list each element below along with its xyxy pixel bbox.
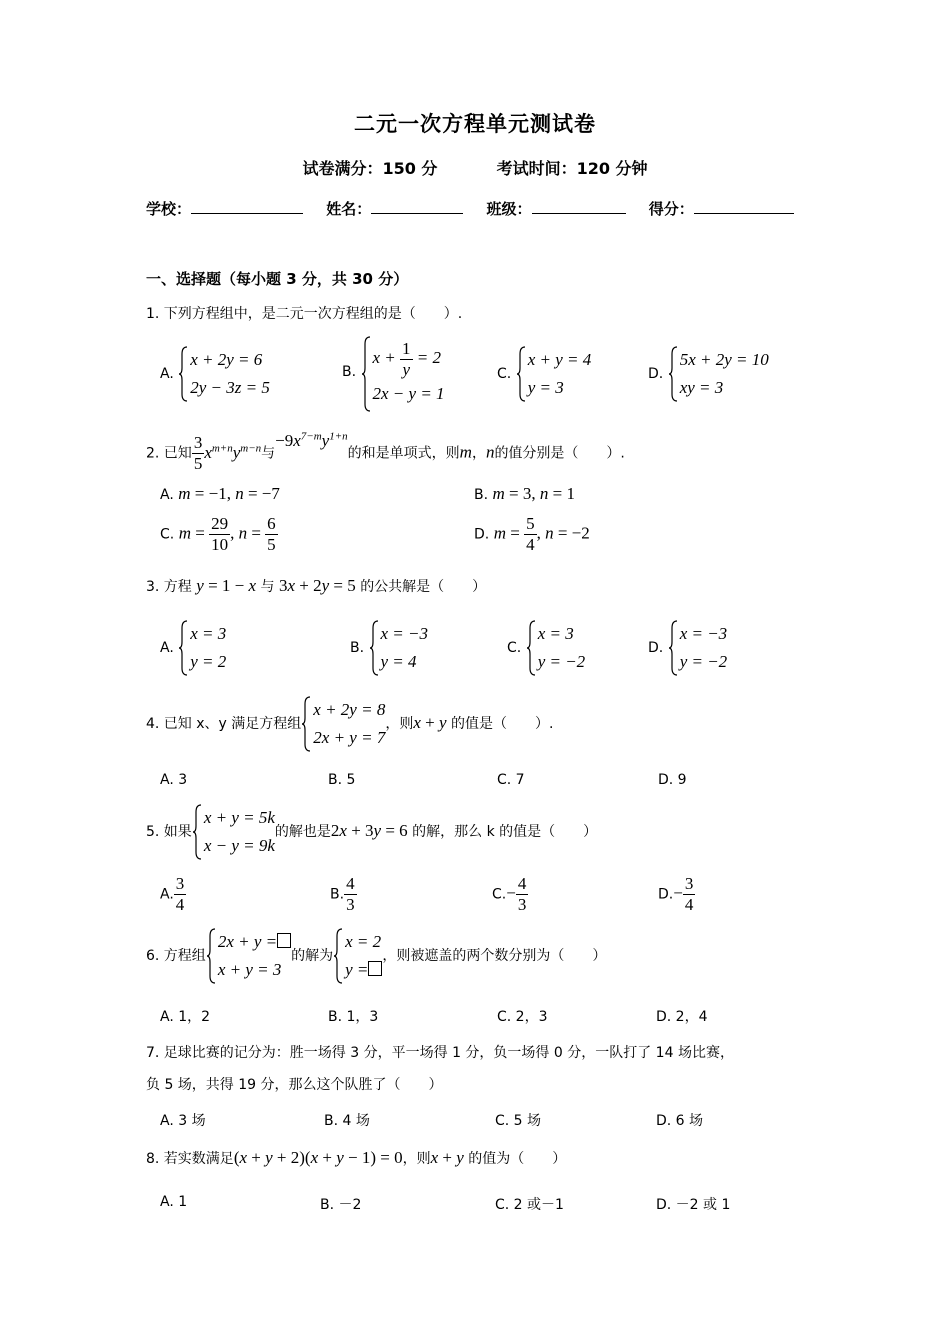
brace-icon (301, 696, 311, 752)
stem-text: 的值是（ ）. (450, 716, 554, 732)
q8-option-d[interactable]: D. －2 或 1 (656, 1197, 731, 1213)
q7-option-d[interactable]: D. 6 场 (656, 1113, 704, 1129)
q6-option-b[interactable]: B. 1，3 (328, 1009, 379, 1025)
class-field[interactable] (532, 199, 626, 214)
question-2-stem: 2. 已知 $\frac{3}{5}$ $x^{m+n}y^{m-n}$与$-9x^{7-m}y^{1+n}$的和是单项式，则m，n的值分别是（ ）. (146, 430, 625, 474)
section-title: 一、选择题（每小题 3 分，共 30 分） (146, 270, 409, 288)
question-7-line-1: 7. 足球比赛的记分为：胜一场得 3 分，平一场得 1 分，负一场得 0 分，一队打了 14 场比赛， (146, 1045, 734, 1061)
name-field[interactable] (371, 199, 463, 214)
stem-text: 的公共解是（ ） (360, 579, 487, 595)
option-label: B. (330, 886, 345, 903)
brace-icon (361, 336, 371, 412)
q8-option-b[interactable]: B. －2 (320, 1197, 362, 1213)
q2-option-c[interactable]: C. m = $\frac{29}{10}$ , n = $\frac{6}{5}$ (160, 514, 276, 554)
question-1-stem: 1. 下列方程组中，是二元一次方程组的是（ ）. (146, 306, 463, 322)
school-label: 学校： (146, 200, 192, 218)
q5-option-d[interactable]: D.− $\frac{3}{4}$ (658, 874, 694, 914)
q7-option-b[interactable]: B. 4 场 (324, 1113, 370, 1129)
q2-option-a[interactable]: A. m = −1, n = −7 (160, 484, 280, 503)
option-label: C. (160, 526, 175, 543)
option-label: D. (658, 886, 674, 903)
brace-icon (516, 346, 526, 402)
score-label: 得分： (648, 200, 694, 218)
stem-text: 3. 方程 (146, 579, 192, 595)
q3-option-a[interactable] (160, 620, 226, 676)
option-label: C. (492, 886, 507, 903)
hidden-box-icon (368, 961, 382, 976)
question-7-line-2: 负 5 场，共得 19 分，那么这个队胜了（ ） (146, 1077, 443, 1093)
stem-text: ，则 (402, 1151, 431, 1167)
solution-system: x = 2 y = (333, 928, 382, 984)
option-label: A. (160, 487, 174, 503)
q7-option-c[interactable]: C. 5 场 (495, 1113, 542, 1129)
equation-system: x + y = 4 y = 3 (516, 346, 592, 402)
equation-system: x = −3 y = −2 (668, 620, 728, 676)
option-label: A. (160, 886, 174, 903)
q6-option-d[interactable]: D. 2，4 (656, 1009, 708, 1025)
stem-text: 6. 方程组 (146, 948, 206, 964)
stem-text: 5. 如果 (146, 824, 192, 840)
equation-system: 2x + y = x + y = 3 (206, 928, 291, 984)
question-5-stem: 5. 如果 x + y = 5k x − y = 9k 的解也是2x + 3y = 6 的解，那么 k 的值是（ ） (146, 804, 597, 860)
q4-option-c[interactable]: C. 7 (497, 772, 525, 788)
stem-text: 的值分别是（ ）. (494, 445, 625, 462)
page-title: 二元一次方程单元测试卷 (354, 112, 596, 136)
stem-text: ， (471, 445, 486, 462)
stem-text: 的解也是 (274, 824, 331, 840)
q3-option-c[interactable] (507, 620, 585, 676)
equation-system: 5x + 2y = 10 xy = 3 (668, 346, 769, 402)
option-label: A. (160, 640, 174, 656)
brace-icon (668, 620, 678, 676)
q6-option-c[interactable]: C. 2，3 (497, 1009, 548, 1025)
q4-option-a[interactable]: A. 3 (160, 772, 188, 788)
exam-time: 考试时间：120 分钟 (496, 159, 648, 178)
school-field[interactable] (191, 199, 303, 214)
stem-text: ，则 (385, 716, 414, 732)
q3-option-d[interactable] (648, 620, 727, 676)
stem-text: ，则被遮盖的两个数分别为（ ） (382, 948, 607, 964)
option-label: B. (342, 364, 357, 380)
name-label: 姓名： (326, 200, 372, 218)
brace-icon (333, 928, 343, 984)
brace-icon (206, 928, 216, 984)
brace-icon (192, 804, 202, 860)
q1-option-d[interactable] (648, 346, 769, 402)
option-label: C. (497, 366, 512, 382)
q2-option-d[interactable]: D. m = $\frac{5}{4}$ , n = −2 (474, 514, 590, 554)
question-8-stem: 8. 若实数满足(x + y + 2)(x + y − 1) = 0，则x + y 的值为（ ） (146, 1148, 567, 1167)
equation-system: x + y = 5k x − y = 9k (192, 804, 275, 860)
brace-icon (369, 620, 379, 676)
q8-option-c[interactable]: C. 2 或－1 (495, 1197, 564, 1213)
option-label: D. (648, 366, 664, 382)
equation-system: x = 3 y = −2 (526, 620, 586, 676)
q4-option-d[interactable]: D. 9 (658, 772, 687, 788)
equation-system: x + 2y = 6 2y − 3z = 5 (178, 346, 270, 402)
q5-option-a[interactable]: A. $\frac{3}{4}$ (160, 874, 185, 914)
option-label: B. (474, 487, 489, 503)
option-label: C. (507, 640, 522, 656)
student-info-row (146, 198, 794, 219)
stem-text: 与 (261, 445, 276, 462)
brace-icon (668, 346, 678, 402)
brace-icon (178, 620, 188, 676)
equation-system: x = −3 y = 4 (369, 620, 429, 676)
q3-option-b[interactable] (350, 620, 428, 676)
option-label: A. (160, 366, 174, 382)
question-3-stem: 3. 方程 y = 1 − x 与 3x + 2y = 5 的公共解是（ ） (146, 576, 487, 595)
q6-option-a[interactable]: A. 1，2 (160, 1009, 211, 1025)
q1-option-c[interactable] (497, 346, 591, 402)
exam-meta (0, 156, 950, 179)
brace-icon (526, 620, 536, 676)
option-label: D. (474, 526, 490, 543)
q5-option-b[interactable]: B. $\frac{4}{3}$ (330, 874, 355, 914)
q4-option-b[interactable]: B. 5 (328, 772, 356, 788)
score-field[interactable] (694, 199, 794, 214)
equation-system: x + 2y = 8 2x + y = 7 (301, 696, 385, 752)
full-score: 试卷满分：150 分 (302, 159, 438, 178)
question-6-stem (146, 928, 606, 984)
stem-text: 2. 已知 (146, 445, 192, 462)
equation-system: x = 3 y = 2 (178, 620, 226, 676)
q8-option-a[interactable]: A. 1 (160, 1194, 188, 1210)
equation-system: x + $\frac{1}{y}$ = 2 2x − y = 1 (361, 336, 445, 408)
stem-text: 的解，那么 k 的值是（ ） (412, 824, 598, 840)
q2-option-b[interactable]: B. m = 3, n = 1 (474, 484, 575, 503)
brace-icon (178, 346, 188, 402)
q1-option-a[interactable] (160, 346, 270, 402)
hidden-box-icon (277, 933, 291, 948)
stem-text: 4. 已知 x、y 满足方程组 (146, 716, 302, 732)
stem-text: 与 (260, 579, 275, 595)
q7-option-a[interactable]: A. 3 场 (160, 1113, 206, 1129)
stem-text: 的值为（ ） (468, 1151, 567, 1167)
question-4-stem: 4. 已知 x、y 满足方程组 x + 2y = 8 2x + y = 7 ，则x + y 的值是（ ）. (146, 696, 553, 752)
stem-text: 的解为 (291, 948, 334, 964)
q5-option-c[interactable]: C.− $\frac{4}{3}$ (492, 874, 527, 914)
option-label: D. (648, 640, 664, 656)
option-label: B. (350, 640, 365, 656)
stem-text: 的和是单项式，则 (347, 445, 460, 462)
class-label: 班级： (486, 200, 532, 218)
q1-option-b[interactable] (342, 336, 445, 408)
stem-text: 8. 若实数满足 (146, 1151, 234, 1167)
